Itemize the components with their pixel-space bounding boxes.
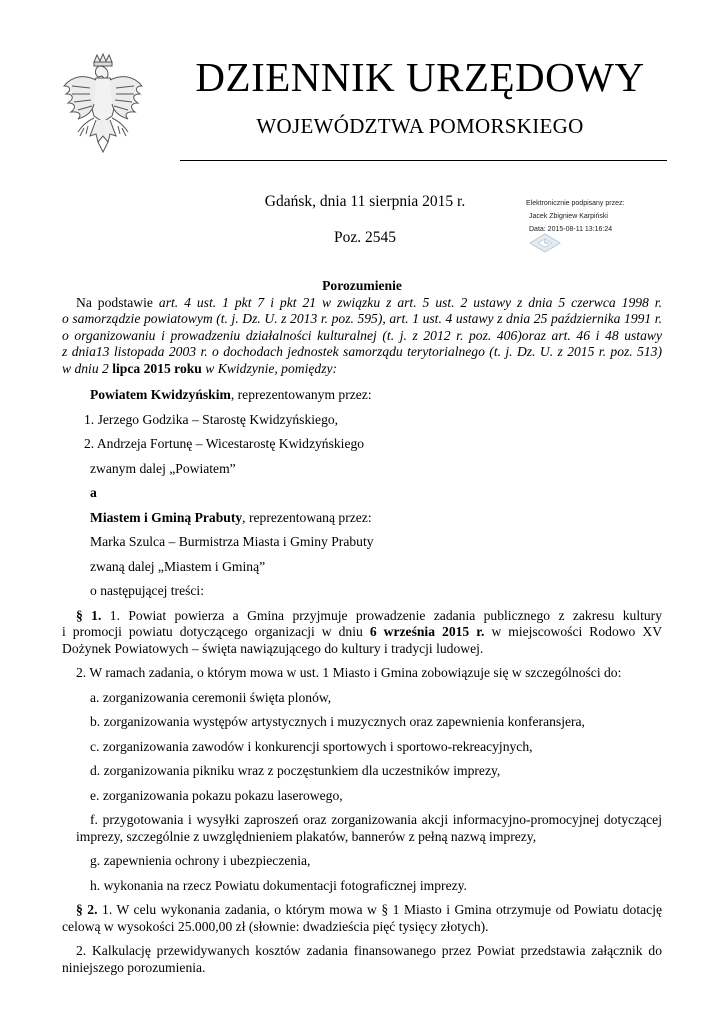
- list-item-a: a. zorganizowania ceremonii święta plonów,: [90, 689, 332, 705]
- intro-line: o następującej treści:: [90, 583, 204, 598]
- preamble-line-1: Na podstawie art. 4 ust. 1 pkt 7 i pkt 21 w związku z art. 5 ust. 2 ustawy z dnia 5 czerwca 1998 r.: [76, 294, 662, 310]
- section-2-para-1: § 2. 1. W celu wykonania zadania, o którym mowa w § 1 Miasto i Gmina otrzymuje od Powiatu dotację: [76, 902, 663, 917]
- section-1-para-2: 2. W ramach zadania, o którym mowa w ust. 1 Miasto i Gmina zobowiązuje się w szczególności do:: [76, 665, 622, 680]
- section-2-para-1-cont: celową w wysokości 25.000,00 zł (słownie: dwadzieścia pięć tysięcy złotych).: [62, 918, 489, 934]
- party-2-rep: Marka Szulca – Burmistrza Miasta i Gminy Prabuty: [90, 534, 374, 549]
- preamble-line-5: w dniu 2 lipca 2015 roku w Kwidzynie, pomiędzy:: [62, 360, 338, 376]
- party-2-alias: zwaną dalej „Miastem i Gminą”: [90, 558, 266, 574]
- party-2: Miastem i Gminą Prabuty, reprezentowaną przez:: [90, 509, 372, 525]
- section-1-para-1-cont: i promocji powiatu dotyczącego organizacji w dniu 6 września 2015 r. w miejscowości Rodowo XV: [62, 624, 663, 639]
- position-number: Poz. 2545: [334, 229, 396, 246]
- white-eagle-emblem-icon: [60, 52, 146, 156]
- party-1-rep-2: 2. Andrzeja Fortunę – Wicestarostę Kwidzyńskiego: [84, 436, 365, 451]
- publication-subtitle: WOJEWÓDZTWA POMORSKIEGO: [256, 114, 584, 138]
- list-item-e: e. zorganizowania pokazu pokazu laserowego,: [90, 787, 343, 803]
- publication-title: DZIENNIK URZĘDOWY: [195, 54, 645, 100]
- list-item-h: h. wykonania na rzecz Powiatu dokumentacji fotograficznej imprezy.: [90, 877, 467, 893]
- issue-date: Gdańsk, dnia 11 sierpnia 2015 r.: [264, 193, 466, 210]
- list-item-f-cont: imprezy, szczególnie z uwzględnieniem plakatów, bannerów z pełną nazwą imprezy,: [76, 828, 537, 844]
- list-item-g: g. zapewnienia ochrony i ubezpieczenia,: [90, 853, 311, 868]
- preamble-line-2: o samorządzie powiatowym (t. j. Dz. U. z 2013 r. poz. 595), art. 1 ust. 4 ustawy z dnia 25 października 1991 r.: [62, 311, 662, 326]
- preamble: [62, 295, 662, 378]
- list-item-c: c. zorganizowania zawodów i konkurencji sportowych i sportowo-rekreacyjnych,: [90, 738, 533, 754]
- section-1-para-1: § 1. 1. Powiat powierza a Gmina przyjmuje prowadzenie zadania publicznego z zakresu kultury: [76, 607, 663, 623]
- section-2-para-2-cont: niniejszego porozumienia.: [62, 959, 206, 975]
- section-1-para-1-end: Dożynek Powiatowych – święta nawiązującego do kultury i tradycji ludowej.: [62, 640, 484, 656]
- party-1: Powiatem Kwidzyńskim, reprezentowanym przez:: [90, 387, 372, 402]
- list-item-f: f. przygotowania i wysyłki zaproszeń oraz zorganizowania akcji informacyjno-promocyjnej dotyczącej: [90, 812, 662, 827]
- list-item-d: d. zorganizowania pikniku wraz z poczęstunkiem dla uczestników imprezy,: [90, 763, 501, 778]
- electronic-signature: [526, 197, 676, 236]
- conjunction: a: [90, 485, 97, 500]
- party-1-alias: zwanym dalej „Powiatem”: [90, 460, 236, 476]
- signature-label: Elektronicznie podpisany przez:: [526, 200, 625, 207]
- preamble-line-3: o organizowaniu i prowadzeniu działalności kulturalnej (t. j. z 2012 r. poz. 406)oraz art. 46 i 48 ustawy: [62, 327, 662, 343]
- preamble-line-4: z dnia13 listopada 2003 r. o dochodach jednostek samorządu terytorialnego (t. j. Dz. U. z 2015 r. poz. 513): [62, 344, 662, 359]
- party-1-rep-1: 1. Jerzego Godzika – Starostę Kwidzyńskiego,: [84, 411, 339, 427]
- document-heading: Porozumienie: [322, 278, 402, 293]
- section-2-para-2: 2. Kalkulację przewidywanych kosztów zadania finansowanego przez Powiat przedstawia załącznik do: [76, 943, 662, 958]
- header-divider: [180, 160, 667, 161]
- list-item-b: b. zorganizowania występów artystycznych i muzycznych oraz zapewnienia konferansjera,: [90, 714, 585, 729]
- signature-date: Data: 2015-08-11 13:16:24: [529, 226, 613, 233]
- signature-signer: Jacek Zbigniew Karpiński: [529, 213, 608, 220]
- document-body: [62, 278, 662, 976]
- signature-seal-icon: [528, 232, 562, 254]
